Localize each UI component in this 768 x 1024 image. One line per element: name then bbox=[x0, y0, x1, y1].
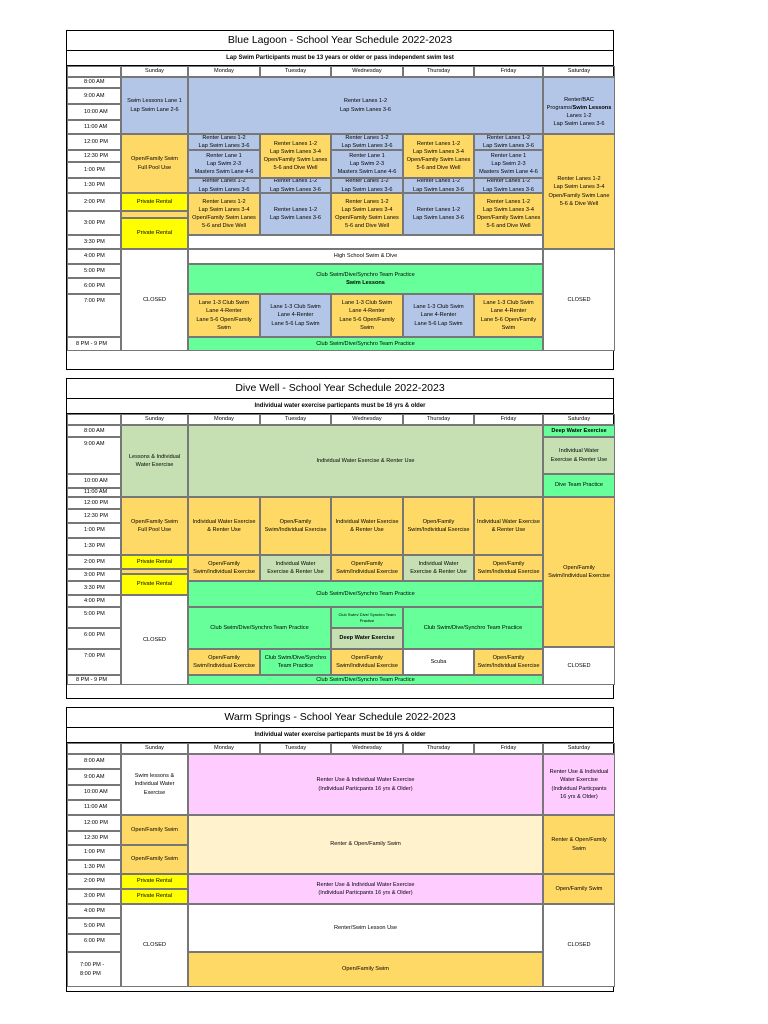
time-label: 7:00 PM - 8:00 PM bbox=[67, 952, 121, 987]
friday-200: Open/Family Swim/Individual Exercise bbox=[474, 555, 543, 581]
weekday-evening-open-swim: Open/Family Swim bbox=[188, 952, 543, 987]
wednesday-1230: Renter Lane 1 Lap Swim 2-3 Masters Swim Lane 4-6 bbox=[331, 150, 403, 178]
friday-1200: Renter Lanes 1-2 Lap Swim Lanes 3-6 bbox=[474, 134, 543, 150]
day-header: Tuesday bbox=[260, 66, 331, 77]
schedule-subtitle: Lap Swim Participants must be 13 years or older or pass independent swim test bbox=[67, 51, 613, 66]
club-practice-block bbox=[188, 264, 543, 294]
saturday-afternoon: Open/Family Swim bbox=[543, 874, 615, 904]
club-practice-label: Club Swim/Dive/Synchro Team Practice bbox=[316, 272, 415, 278]
thursday-700: Scuba bbox=[403, 649, 474, 675]
sunday-morning: Lessons & Individual Water Exercise bbox=[121, 425, 188, 497]
weekday-morning-block: Renter Lanes 1-2 Lap Swim Lanes 3-6 bbox=[188, 77, 543, 134]
thursday-700: Lane 1-3 Club Swim Lane 4-Renter Lane 5-6 Lap Swim bbox=[403, 294, 474, 337]
time-label: 11:00 AM bbox=[67, 488, 121, 497]
saturday-afternoon: Renter Lanes 1-2 Lap Swim Lanes 3-4 Open/Family Swim Lane 5-6 & Dive Well bbox=[543, 134, 615, 249]
day-header: Tuesday bbox=[260, 414, 331, 425]
day-header: Thursday bbox=[403, 743, 474, 754]
wednesday-200: Renter Lanes 1-2 Lap Swim Lanes 3-4 Open/Family Swim Lanes 5-6 and Dive Well bbox=[331, 193, 403, 235]
wednesday-1200: Renter Lanes 1-2 Lap Swim Lanes 3-6 bbox=[331, 134, 403, 150]
time-label: 3:00 PM bbox=[67, 211, 121, 235]
saturday-afternoon: Open/Family Swim/Individual Exercise bbox=[543, 497, 615, 647]
friday-130: Renter Lanes 1-2 Lap Swim Lanes 3-6 bbox=[474, 178, 543, 193]
weekday-lesson-use: Renter/Swim Lesson Use bbox=[188, 904, 543, 952]
friday-700: Lane 1-3 Club Swim Lane 4-Renter Lane 5-6 Open/Family Swim bbox=[474, 294, 543, 337]
saturday-closed: CLOSED bbox=[543, 647, 615, 685]
sunday-private-rental: Private Rental bbox=[121, 218, 188, 249]
day-header: Saturday bbox=[543, 743, 615, 754]
saturday-closed: CLOSED bbox=[543, 904, 615, 987]
sunday-private-rental: Private Rental bbox=[121, 889, 188, 904]
time-label: 10:00 AM bbox=[67, 104, 121, 120]
sunday-open-swim: Open/Family Swim Full Pool Use bbox=[121, 497, 188, 555]
saturday-closed: CLOSED bbox=[543, 249, 615, 351]
tuesday-noon: Renter Lanes 1-2 Lap Swim Lanes 3-4 Open/Family Swim Lanes 5-6 and Dive Well bbox=[260, 134, 331, 178]
evening-club-practice: Club Swim/Dive/Synchro Team Practice bbox=[188, 337, 543, 351]
saturday-morning-text: Renter/BAC Programs/ bbox=[546, 97, 594, 112]
schedule-subtitle: Individual water exercise particpants must be 16 yrs & older bbox=[67, 399, 613, 414]
weekday-morning: Renter Use & Individual Water Exercise (Individual Particpants 16 yrs & Older) bbox=[188, 754, 543, 815]
high-school-block: High School Swim & Dive bbox=[188, 249, 543, 264]
thursday-noon: Open/Family Swim/Individual Exercise bbox=[403, 497, 474, 555]
time-label: 7:00 PM bbox=[67, 649, 121, 675]
monday-700: Open/Family Swim/Individual Exercise bbox=[188, 649, 260, 675]
time-label: 6:00 PM bbox=[67, 628, 121, 649]
day-header: Monday bbox=[188, 743, 260, 754]
sunday-closed: CLOSED bbox=[121, 904, 188, 987]
schedule-title: Blue Lagoon - School Year Schedule 2022-2023 bbox=[67, 31, 613, 51]
time-label: 1:00 PM bbox=[67, 523, 121, 538]
wednesday-700: Open/Family Swim/Individual Exercise bbox=[331, 649, 403, 675]
time-label: 12:30 PM bbox=[67, 831, 121, 845]
wednesday-130: Renter Lanes 1-2 Lap Swim Lanes 3-6 bbox=[331, 178, 403, 193]
time-label: 11:00 AM bbox=[67, 800, 121, 815]
saturday-morning: Individual Water Exercise & Renter Use bbox=[543, 437, 615, 474]
wednesday-club-small: Club Swim/ Dive/ Synchro Team Practice bbox=[331, 607, 403, 628]
sunday-morning: Swim lessons & Individual Water Exercise bbox=[121, 754, 188, 815]
time-label: 9:00 AM bbox=[67, 769, 121, 785]
header-blank bbox=[67, 743, 121, 754]
schedule-title: Dive Well - School Year Schedule 2022-2023 bbox=[67, 379, 613, 399]
tuesday-noon: Open/Family Swim/Individual Exercise bbox=[260, 497, 331, 555]
time-label: 12:00 PM bbox=[67, 134, 121, 150]
time-label: 4:00 PM bbox=[67, 249, 121, 264]
monday-1230: Renter Lane 1 Lap Swim 2-3 Masters Swim Lane 4-6 bbox=[188, 150, 260, 178]
time-label: 6:00 PM bbox=[67, 278, 121, 294]
weekday-330-gap bbox=[188, 235, 543, 249]
day-header: Sunday bbox=[121, 66, 188, 77]
monday-1200: Renter Lanes 1-2 Lap Swim Lanes 3-6 bbox=[188, 134, 260, 150]
blue-lagoon-schedule bbox=[66, 30, 614, 370]
time-label: 3:30 PM bbox=[67, 581, 121, 595]
day-header: Saturday bbox=[543, 414, 615, 425]
saturday-morning: Renter Use & Individual Water Exercise (Individual Particpants 16 yrs & Older) bbox=[543, 754, 615, 815]
friday-200: Renter Lanes 1-2 Lap Swim Lanes 3-4 Open/Family Swim Lanes 5-6 and Dive Well bbox=[474, 193, 543, 235]
monday-noon: Individual Water Exercise & Renter Use bbox=[188, 497, 260, 555]
sunday-closed: CLOSED bbox=[121, 249, 188, 351]
club-practice-block: Club Swim/Dive/Synchro Team Practice bbox=[188, 581, 543, 607]
thursday-130: Renter Lanes 1-2 Lap Swim Lanes 3-6 bbox=[403, 178, 474, 193]
tuesday-700: Club Swim/Dive/Synchro Team Practice bbox=[260, 649, 331, 675]
time-label: 12:00 PM bbox=[67, 497, 121, 509]
day-header: Thursday bbox=[403, 414, 474, 425]
schedule-subtitle: Individual water exercise particpants must be 16 yrs & older bbox=[67, 728, 613, 743]
monday-700: Lane 1-3 Club Swim Lane 4-Renter Lane 5-6 Open/Family Swim bbox=[188, 294, 260, 337]
tuesday-200: Individual Water Exercise & Renter Use bbox=[260, 555, 331, 581]
time-label: 5:00 PM bbox=[67, 918, 121, 934]
time-label: 6:00 PM bbox=[67, 934, 121, 952]
day-header: Friday bbox=[474, 414, 543, 425]
header-blank bbox=[67, 414, 121, 425]
day-header: Saturday bbox=[543, 66, 615, 77]
saturday-morning-block bbox=[543, 77, 615, 134]
wednesday-noon: Individual Water Exercise & Renter Use bbox=[331, 497, 403, 555]
thursday-200: Individual Water Exercise & Renter Use bbox=[403, 555, 474, 581]
saturday-morning-rest: Lanes 1-2 Lap Swim Lanes 3-6 bbox=[553, 113, 605, 128]
time-label: 10:00 AM bbox=[67, 474, 121, 488]
time-label: 12:30 PM bbox=[67, 509, 121, 523]
weekday-afternoon: Renter Use & Individual Water Exercise (Individual Particpants 16 yrs & Older) bbox=[188, 874, 543, 904]
day-header: Wednesday bbox=[331, 414, 403, 425]
tuesday-200: Renter Lanes 1-2 Lap Swim Lanes 3-6 bbox=[260, 193, 331, 235]
time-label: 9:00 AM bbox=[67, 437, 121, 474]
day-header: Monday bbox=[188, 414, 260, 425]
day-header: Friday bbox=[474, 66, 543, 77]
day-header: Wednesday bbox=[331, 66, 403, 77]
time-label: 8:00 AM bbox=[67, 77, 121, 88]
day-header: Sunday bbox=[121, 414, 188, 425]
friday-700: Open/Family Swim/Individual Exercise bbox=[474, 649, 543, 675]
weekday-noon: Renter & Open/Family Swim bbox=[188, 815, 543, 874]
time-label: 8:00 AM bbox=[67, 425, 121, 437]
day-header: Wednesday bbox=[331, 743, 403, 754]
tuesday-130: Renter Lanes 1-2 Lap Swim Lanes 3-6 bbox=[260, 178, 331, 193]
time-label: 10:00 AM bbox=[67, 785, 121, 800]
sunday-open-swim: Open/Family Swim bbox=[121, 845, 188, 874]
time-label: 2:00 PM bbox=[67, 555, 121, 569]
mon-tue-club-practice: Club Swim/Dive/Synchro Team Practice bbox=[188, 607, 331, 649]
thursday-noon: Renter Lanes 1-2 Lap Swim Lanes 3-4 Open/Family Swim Lanes 5-6 and Dive Well bbox=[403, 134, 474, 178]
weekday-morning: Individual Water Exercise & Renter Use bbox=[188, 425, 543, 497]
sunday-morning-block: Swim Lessons Lane 1 Lap Swim Lane 2-6 bbox=[121, 77, 188, 134]
time-label: 1:30 PM bbox=[67, 538, 121, 555]
sunday-open-swim: Open/Family Swim bbox=[121, 815, 188, 845]
time-label: 4:00 PM bbox=[67, 595, 121, 607]
wednesday-200: Open/Family Swim/Individual Exercise bbox=[331, 555, 403, 581]
saturday-morning-bold: Swim Lessons bbox=[572, 105, 612, 112]
monday-200: Open/Family Swim/Individual Exercise bbox=[188, 555, 260, 581]
time-label: 2:00 PM bbox=[67, 874, 121, 889]
time-label: 2:00 PM bbox=[67, 193, 121, 211]
sunday-private-rental: Private Rental bbox=[121, 555, 188, 569]
time-label: 5:00 PM bbox=[67, 264, 121, 278]
time-label: 3:00 PM bbox=[67, 889, 121, 904]
time-label: 12:00 PM bbox=[67, 815, 121, 831]
wednesday-deep-water: Deep Water Exercise bbox=[331, 628, 403, 649]
time-label: 3:00 PM bbox=[67, 569, 121, 581]
evening-club-practice: Club Swim/Dive/Synchro Team Practice bbox=[188, 675, 543, 685]
swim-lessons-label: Swim Lessons bbox=[346, 280, 385, 287]
saturday-dive-team: Dive Team Practice bbox=[543, 474, 615, 497]
sunday-gap bbox=[121, 211, 188, 218]
friday-noon: Individual Water Exercise & Renter Use bbox=[474, 497, 543, 555]
day-header: Friday bbox=[474, 743, 543, 754]
sunday-private-rental: Private Rental bbox=[121, 193, 188, 211]
thu-fri-club-practice: Club Swim/Dive/Synchro Team Practice bbox=[403, 607, 543, 649]
sunday-private-rental: Private Rental bbox=[121, 874, 188, 889]
day-header: Sunday bbox=[121, 743, 188, 754]
time-label: 1:00 PM bbox=[67, 162, 121, 178]
time-label: 1:30 PM bbox=[67, 178, 121, 193]
day-header: Monday bbox=[188, 66, 260, 77]
time-label: 3:30 PM bbox=[67, 235, 121, 249]
time-label: 11:00 AM bbox=[67, 120, 121, 134]
monday-200: Renter Lanes 1-2 Lap Swim Lanes 3-4 Open/Family Swim Lanes 5-6 and Dive Well bbox=[188, 193, 260, 235]
time-label: 4:00 PM bbox=[67, 904, 121, 918]
sunday-private-rental: Private Rental bbox=[121, 574, 188, 595]
time-label: 7:00 PM bbox=[67, 294, 121, 337]
saturday-deep-water: Deep Water Exercise bbox=[543, 425, 615, 437]
wednesday-700: Lane 1-3 Club Swim Lane 4-Renter Lane 5-6 Open/Family Swim bbox=[331, 294, 403, 337]
saturday-noon: Renter & Open/Family Swim bbox=[543, 815, 615, 874]
monday-130: Renter Lanes 1-2 Lap Swim Lanes 3-6 bbox=[188, 178, 260, 193]
time-label: 5:00 PM bbox=[67, 607, 121, 628]
time-label: 8 PM - 9 PM bbox=[67, 675, 121, 685]
friday-1230: Renter Lane 1 Lap Swim 2-3 Masters Swim Lane 4-6 bbox=[474, 150, 543, 178]
day-header: Tuesday bbox=[260, 743, 331, 754]
warm-springs-schedule bbox=[66, 707, 614, 992]
time-label: 8:00 AM bbox=[67, 754, 121, 769]
time-label: 1:30 PM bbox=[67, 860, 121, 874]
tuesday-700: Lane 1-3 Club Swim Lane 4-Renter Lane 5-6 Lap Swim bbox=[260, 294, 331, 337]
day-header: Thursday bbox=[403, 66, 474, 77]
time-label: 8 PM - 9 PM bbox=[67, 337, 121, 351]
sunday-closed: CLOSED bbox=[121, 595, 188, 685]
time-label: 12:30 PM bbox=[67, 150, 121, 162]
schedule-title: Warm Springs - School Year Schedule 2022-2023 bbox=[67, 708, 613, 728]
sunday-open-swim: Open/Family Swim Full Pool Use bbox=[121, 134, 188, 193]
time-label: 9:00 AM bbox=[67, 88, 121, 104]
header-blank bbox=[67, 66, 121, 77]
dive-well-schedule bbox=[66, 378, 614, 699]
time-label: 1:00 PM bbox=[67, 845, 121, 860]
thursday-200: Renter Lanes 1-2 Lap Swim Lanes 3-6 bbox=[403, 193, 474, 235]
